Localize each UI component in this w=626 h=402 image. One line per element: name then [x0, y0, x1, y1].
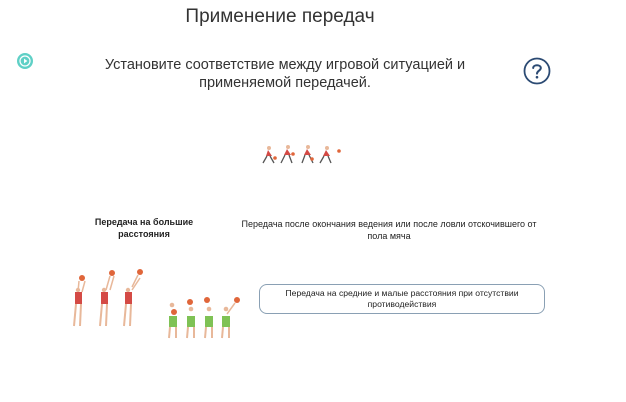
dribble-player-2 — [281, 145, 295, 163]
answer-card-medium-short[interactable] — [259, 284, 545, 314]
dribble-player-4 — [320, 146, 341, 163]
overhead-player-1 — [74, 275, 85, 326]
overhead-player-3 — [124, 269, 143, 326]
dribble-pass-figure[interactable] — [260, 142, 346, 166]
ball-icon — [310, 157, 314, 161]
ball-icon — [109, 270, 115, 276]
ball-icon — [337, 149, 341, 153]
chest-player-3 — [204, 297, 213, 338]
ball-icon — [79, 275, 85, 281]
ball-icon — [234, 297, 240, 303]
play-audio-button[interactable] — [17, 53, 33, 69]
ball-icon — [273, 156, 277, 160]
dribble-player-1 — [263, 146, 277, 163]
help-button[interactable] — [523, 57, 551, 85]
dribble-player-3 — [302, 145, 314, 163]
answer-card-text: Передача на средние и малые расстояния при отсутствии противодействия — [285, 288, 519, 309]
question-mark-icon — [523, 57, 551, 85]
chest-player-1 — [169, 303, 177, 338]
ball-icon — [291, 152, 295, 156]
ball-icon — [137, 269, 143, 275]
ball-icon — [187, 299, 193, 305]
overhead-player-2 — [100, 270, 115, 326]
task-instruction: Установите соответствие между игровой ситуацией и применяемой передачей. — [104, 57, 466, 91]
chest-pass-figure[interactable] — [163, 296, 243, 340]
ball-icon — [204, 297, 210, 303]
page-title: Применение передач — [185, 6, 375, 27]
play-icon — [17, 53, 33, 69]
label-after-dribble: Передача после окончания ведения или после ловли отскочившего от пола мяча — [241, 219, 537, 241]
chest-player-2 — [187, 299, 195, 338]
label-long-distance: Передача на большие расстояния — [94, 217, 194, 239]
ball-icon — [171, 309, 177, 315]
overhead-pass-figure[interactable] — [66, 268, 148, 330]
chest-player-4 — [222, 297, 240, 338]
